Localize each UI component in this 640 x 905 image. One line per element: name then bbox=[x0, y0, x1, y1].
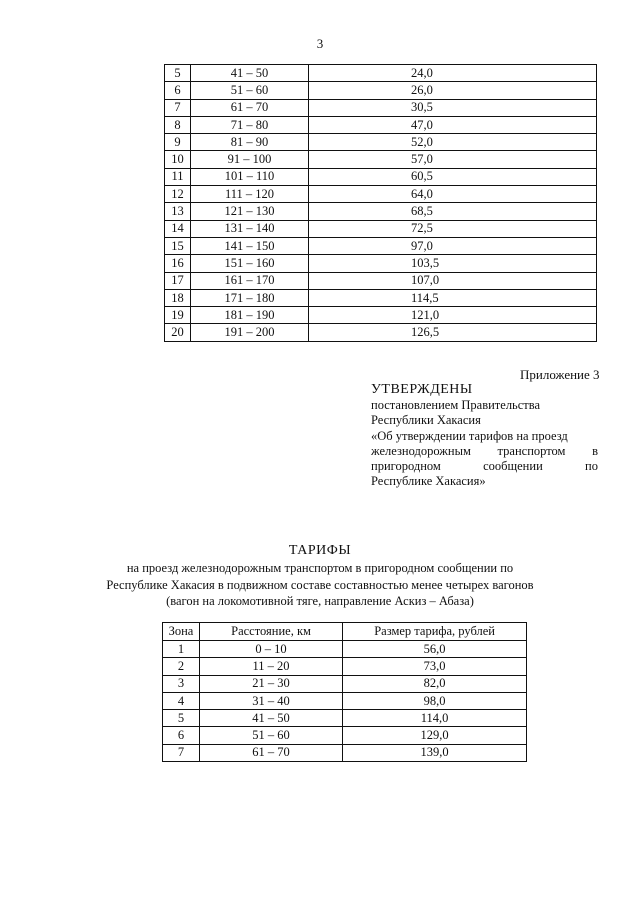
table-row bbox=[165, 220, 597, 237]
cell-distance: 171 – 180 bbox=[191, 289, 309, 306]
page-number: 3 bbox=[316, 36, 324, 51]
table-row bbox=[165, 237, 597, 254]
cell-distance: 161 – 170 bbox=[191, 272, 309, 289]
cell-zone: 16 bbox=[165, 255, 191, 272]
table-row bbox=[165, 186, 597, 203]
approved-line: пригородном сообщении по bbox=[371, 459, 598, 474]
tariffs-title: ТАРИФЫ bbox=[288, 543, 352, 558]
cell-distance: 51 – 60 bbox=[191, 82, 309, 99]
table-row bbox=[165, 324, 597, 341]
cell-zone: 5 bbox=[163, 710, 200, 727]
cell-distance: 91 – 100 bbox=[191, 151, 309, 168]
cell-distance: 181 – 190 bbox=[191, 307, 309, 324]
table-row bbox=[165, 99, 597, 116]
table-row bbox=[165, 116, 597, 133]
cell-tariff: 30,5 bbox=[308, 99, 596, 116]
cell-distance: 31 – 40 bbox=[199, 692, 342, 709]
table-row bbox=[165, 255, 597, 272]
cell-distance: 151 – 160 bbox=[191, 255, 309, 272]
cell-tariff: 103,5 bbox=[308, 255, 596, 272]
subtitle-line: Республике Хакасия в подвижном составе составностью менее четырех вагонов bbox=[106, 577, 534, 592]
approval-block bbox=[371, 381, 598, 490]
cell-zone: 13 bbox=[165, 203, 191, 220]
cell-tariff: 126,5 bbox=[308, 324, 596, 341]
table-row bbox=[163, 744, 527, 761]
cell-tariff: 98,0 bbox=[343, 692, 527, 709]
table-row bbox=[163, 710, 527, 727]
subtitle-line: (вагон на локомотивной тяге, направление Аскиз – Абаза) bbox=[166, 594, 474, 608]
cell-zone: 7 bbox=[163, 744, 200, 761]
cell-tariff: 24,0 bbox=[308, 65, 596, 82]
table-row bbox=[165, 307, 597, 324]
cell-tariff: 47,0 bbox=[308, 116, 596, 133]
cell-distance: 51 – 60 bbox=[199, 727, 342, 744]
approved-line: Республике Хакасия» bbox=[371, 474, 486, 489]
cell-distance: 71 – 80 bbox=[191, 116, 309, 133]
approved-line: «Об утверждении тарифов на проезд bbox=[371, 428, 568, 443]
cell-tariff: 114,0 bbox=[343, 710, 527, 727]
table-row bbox=[165, 272, 597, 289]
approved-title: УТВЕРЖДЕНЫ bbox=[371, 382, 473, 397]
table-row bbox=[165, 203, 597, 220]
cell-zone: 15 bbox=[165, 237, 191, 254]
cell-zone: 2 bbox=[163, 658, 200, 675]
cell-distance: 0 – 10 bbox=[199, 641, 342, 658]
cell-zone: 18 bbox=[165, 289, 191, 306]
cell-tariff: 60,5 bbox=[308, 168, 596, 185]
cell-tariff: 121,0 bbox=[308, 307, 596, 324]
cell-distance: 111 – 120 bbox=[191, 186, 309, 203]
tariffs-subtitle bbox=[100, 560, 540, 610]
header-distance: Расстояние, км bbox=[199, 623, 342, 641]
cell-distance: 191 – 200 bbox=[191, 324, 309, 341]
approved-line: постановлением Правительства bbox=[371, 398, 541, 412]
table-row bbox=[165, 151, 597, 168]
cell-distance: 61 – 70 bbox=[199, 744, 342, 761]
approved-line: Республики Хакасия bbox=[371, 413, 481, 428]
cell-zone: 8 bbox=[165, 116, 191, 133]
cell-zone: 7 bbox=[165, 99, 191, 116]
table-row bbox=[163, 675, 527, 692]
cell-tariff: 73,0 bbox=[343, 658, 527, 675]
cell-distance: 11 – 20 bbox=[199, 658, 342, 675]
subtitle-line: на проезд железнодорожным транспортом в пригородном сообщении по bbox=[126, 561, 514, 575]
cell-zone: 3 bbox=[163, 675, 200, 692]
header-zone: Зона bbox=[163, 623, 200, 641]
cell-zone: 11 bbox=[165, 168, 191, 185]
table-row bbox=[165, 134, 597, 151]
cell-tariff: 129,0 bbox=[343, 727, 527, 744]
cell-tariff: 139,0 bbox=[343, 744, 527, 761]
cell-zone: 9 bbox=[165, 134, 191, 151]
cell-tariff: 57,0 bbox=[308, 151, 596, 168]
header-tariff: Размер тарифа, рублей bbox=[343, 623, 527, 641]
cell-tariff: 26,0 bbox=[308, 82, 596, 99]
table-header-row bbox=[163, 623, 527, 641]
table-row bbox=[165, 82, 597, 99]
cell-distance: 81 – 90 bbox=[191, 134, 309, 151]
cell-distance: 41 – 50 bbox=[199, 710, 342, 727]
cell-zone: 14 bbox=[165, 220, 191, 237]
table-row bbox=[163, 727, 527, 744]
cell-tariff: 64,0 bbox=[308, 186, 596, 203]
cell-tariff: 52,0 bbox=[308, 134, 596, 151]
cell-zone: 4 bbox=[163, 692, 200, 709]
table-row bbox=[165, 168, 597, 185]
appendix-label: Приложение 3 bbox=[520, 367, 600, 382]
cell-tariff: 97,0 bbox=[308, 237, 596, 254]
cell-zone: 20 bbox=[165, 324, 191, 341]
cell-zone: 1 bbox=[163, 641, 200, 658]
table-row bbox=[163, 692, 527, 709]
cell-zone: 10 bbox=[165, 151, 191, 168]
tariff-table bbox=[162, 622, 527, 762]
cell-zone: 5 bbox=[165, 65, 191, 82]
table-row bbox=[165, 289, 597, 306]
cell-zone: 12 bbox=[165, 186, 191, 203]
cell-zone: 6 bbox=[163, 727, 200, 744]
cell-distance: 61 – 70 bbox=[191, 99, 309, 116]
cell-distance: 101 – 110 bbox=[191, 168, 309, 185]
table-row bbox=[163, 641, 527, 658]
cell-zone: 6 bbox=[165, 82, 191, 99]
table-row bbox=[163, 658, 527, 675]
cell-tariff: 107,0 bbox=[308, 272, 596, 289]
table-row bbox=[165, 65, 597, 82]
cell-tariff: 68,5 bbox=[308, 203, 596, 220]
cell-distance: 21 – 30 bbox=[199, 675, 342, 692]
cell-distance: 41 – 50 bbox=[191, 65, 309, 82]
cell-zone: 19 bbox=[165, 307, 191, 324]
cell-tariff: 72,5 bbox=[308, 220, 596, 237]
tariff-table-continued bbox=[164, 64, 597, 342]
approved-line: железнодорожным транспортом в bbox=[371, 443, 598, 458]
cell-zone: 17 bbox=[165, 272, 191, 289]
cell-tariff: 82,0 bbox=[343, 675, 527, 692]
cell-tariff: 114,5 bbox=[308, 289, 596, 306]
cell-distance: 141 – 150 bbox=[191, 237, 309, 254]
cell-distance: 121 – 130 bbox=[191, 203, 309, 220]
cell-distance: 131 – 140 bbox=[191, 220, 309, 237]
cell-tariff: 56,0 bbox=[343, 641, 527, 658]
